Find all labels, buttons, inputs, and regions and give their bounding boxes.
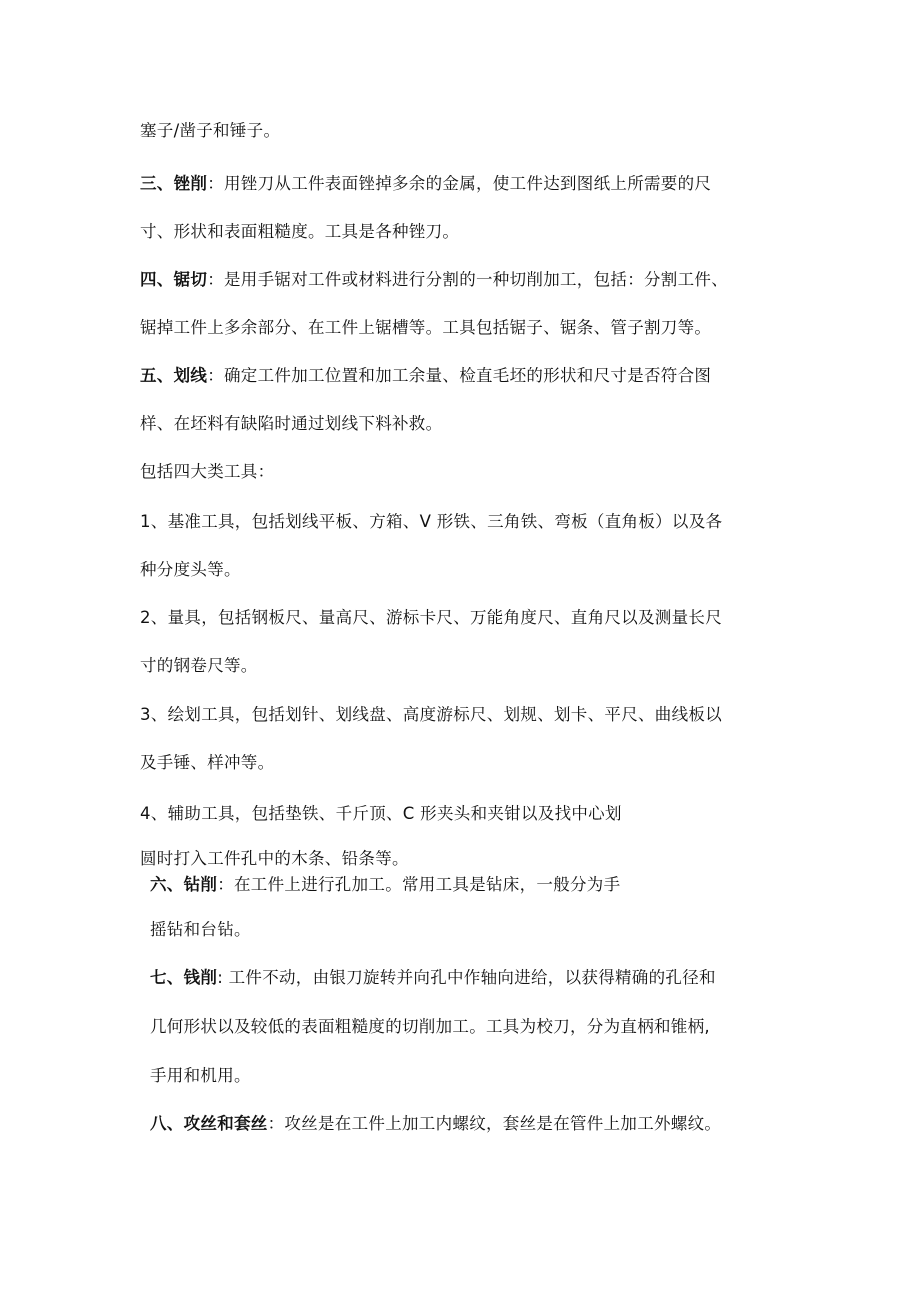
text-line: 几何形状以及较低的表面粗糙度的切削加工。工具为校刀，分为直柄和锥柄, <box>150 1017 710 1036</box>
text-line: 寸的钢卷尺等。 <box>140 656 258 675</box>
text-line: 寸、形状和表面粗糙度。工具是各种锉刀。 <box>140 222 460 241</box>
text-line: 4、辅助工具，包括垫铁、千斤顶、C 形夹头和夹钳以及找中心划 <box>140 804 622 823</box>
section-8-text: ：攻丝是在工件上加工内螺纹，套丝是在管件上加工外螺纹。 <box>267 1114 722 1133</box>
section-3-line <box>140 174 711 194</box>
section-3-text: ：用锉刀从工件表面锉掉多余的金属，使工件达到图纸上所需要的尺 <box>207 174 712 193</box>
section-6-text: ：在工件上进行孔加工。常用工具是钻床，一般分为手 <box>217 875 621 894</box>
text-line: 样、在坯料有缺陷时通过划线下料补救。 <box>140 414 443 433</box>
section-5-text: ：确定工件加工位置和加工余量、检直毛坯的形状和尺寸是否符合图 <box>207 366 712 385</box>
section-8-heading: 八、攻丝和套丝 <box>150 1114 268 1133</box>
section-3-heading: 三、锉削 <box>140 174 208 193</box>
section-5-heading: 五、划线 <box>140 366 208 385</box>
section-5-line <box>140 366 711 386</box>
text-line: 塞子/凿子和锤子。 <box>140 121 281 140</box>
text-line: 圆时打入工件孔中的木条、铅条等。 <box>140 849 409 868</box>
section-4-heading: 四、锯切 <box>140 270 208 289</box>
section-7-text: : 工件不动，由银刀旋转并向孔中作轴向进给，以获得精确的孔径和 <box>217 968 716 987</box>
section-6-line <box>150 875 620 895</box>
text-line: 3、绘划工具，包括划针、划线盘、高度游标尺、划规、划卡、平尺、曲线板以 <box>140 705 722 724</box>
text-line: 手用和机用。 <box>150 1066 251 1085</box>
text-line: 锯掉工件上多余部分、在工件上锯槽等。工具包括锯子、锯条、管子割刀等。 <box>140 318 712 337</box>
section-6-heading: 六、钻削 <box>150 875 218 894</box>
section-4-text: ：是用手锯对工件或材料进行分割的一种切削加工，包括：分割工件、 <box>207 270 729 289</box>
text-line: 及手锤、样冲等。 <box>140 753 275 772</box>
section-4-line <box>140 270 728 290</box>
text-line: 1、基准工具，包括划线平板、方箱、V 形铁、三角铁、弯板（直角板）以及各 <box>140 512 723 531</box>
text-line: 包括四大类工具： <box>140 462 275 481</box>
text-line: 摇钻和台钻。 <box>150 920 251 939</box>
section-7-line <box>150 968 716 988</box>
section-7-heading: 七、钱削 <box>150 968 218 987</box>
text-line: 2、量具，包括钢板尺、量高尺、游标卡尺、万能角度尺、直角尺以及测量长尺 <box>140 608 722 627</box>
text-line: 种分度头等。 <box>140 560 241 579</box>
section-8-line <box>150 1114 721 1134</box>
